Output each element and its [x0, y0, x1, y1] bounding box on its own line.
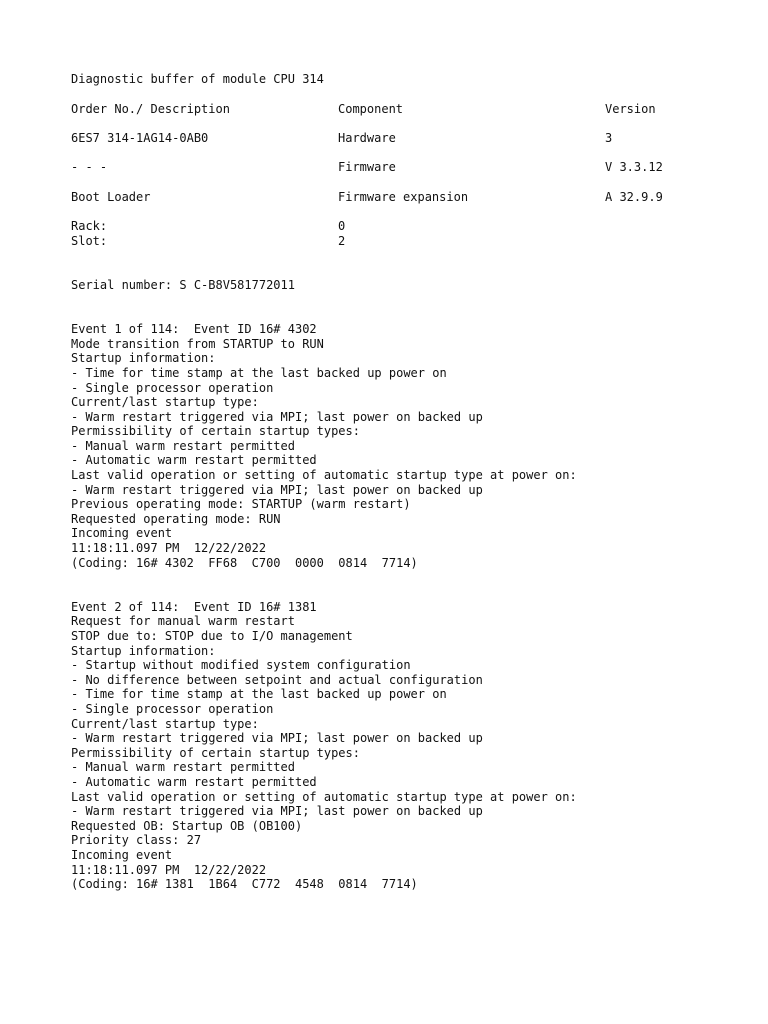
event-line: - Manual warm restart permitted: [71, 760, 295, 775]
module-location: [71, 219, 731, 248]
rack-value: 0: [338, 219, 346, 234]
event-list: [71, 322, 731, 892]
event-line: Startup information:: [71, 643, 216, 658]
slot-label: Slot:: [71, 233, 108, 248]
cell-component: Firmware expansion: [338, 189, 469, 204]
cell-order-no: Boot Loader: [71, 189, 151, 204]
event-line: Startup information:: [71, 351, 216, 366]
event-line: Request for manual warm restart: [71, 614, 295, 629]
cell-order-no: - - -: [71, 160, 108, 175]
event-line: Previous operating mode: STARTUP (warm restart): [71, 497, 411, 512]
event-line: Permissibility of certain startup types:: [71, 424, 360, 439]
event-line: - Warm restart triggered via MPI; last power on backed up: [71, 482, 483, 497]
event-line: Incoming event: [71, 526, 173, 541]
event-line: - Single processor operation: [71, 701, 274, 716]
event-line: Last valid operation or setting of automatic startup type at power on:: [71, 468, 577, 483]
event-entry: [71, 600, 731, 892]
slot-value: 2: [338, 233, 346, 248]
event-line: - Warm restart triggered via MPI; last power on backed up: [71, 804, 483, 819]
event-line: Current/last startup type:: [71, 395, 259, 410]
document-title: Diagnostic buffer of module CPU 314: [71, 72, 324, 86]
event-line: - Single processor operation: [71, 380, 274, 395]
event-line: - Warm restart triggered via MPI; last power on backed up: [71, 731, 483, 746]
cell-version: 3: [605, 130, 613, 145]
event-line: Requested OB: Startup OB (OB100): [71, 818, 303, 833]
module-table-row: [71, 190, 731, 205]
event-line: - No difference between setpoint and actual configuration: [71, 672, 483, 687]
event-line: Last valid operation or setting of automatic startup type at power on:: [71, 789, 577, 804]
event-line: - Startup without modified system configuration: [71, 658, 411, 673]
event-line: STOP due to: STOP due to I/O management: [71, 629, 353, 643]
module-table: [71, 102, 731, 205]
cell-version: V 3.3.12: [605, 160, 663, 175]
event-line: Priority class: 27: [71, 833, 202, 848]
module-table-row: [71, 131, 731, 146]
cell-component: Hardware: [338, 130, 396, 145]
event-line: Permissibility of certain startup types:: [71, 745, 360, 760]
document-page: [71, 72, 731, 892]
event-line: - Time for time stamp at the last backed up power on: [71, 365, 447, 380]
header-component: Component: [338, 101, 404, 116]
header-order-no: Order No./ Description: [71, 101, 230, 116]
slot-row: [71, 234, 731, 249]
event-line: (Coding: 16# 4302 FF68 C700 0000 0814 7714): [71, 555, 418, 570]
cell-component: Firmware: [338, 160, 396, 175]
event-line: Requested operating mode: RUN: [71, 511, 281, 526]
event-header: Event 2 of 114: Event ID 16# 1381: [71, 599, 317, 614]
event-line: 11:18:11.097 PM 12/22/2022: [71, 541, 267, 556]
rack-label: Rack:: [71, 219, 108, 234]
event-line: - Warm restart triggered via MPI; last power on backed up: [71, 409, 483, 424]
event-line: 11:18:11.097 PM 12/22/2022: [71, 862, 267, 877]
event-line: - Time for time stamp at the last backed up power on: [71, 687, 447, 702]
module-table-header: [71, 102, 731, 117]
event-line: (Coding: 16# 1381 1B64 C772 4548 0814 7714): [71, 877, 418, 892]
module-table-row: [71, 160, 731, 175]
event-line: Mode transition from STARTUP to RUN: [71, 336, 324, 351]
cell-order-no: 6ES7 314-1AG14-0AB0: [71, 130, 209, 145]
event-line: Current/last startup type:: [71, 716, 259, 731]
rack-row: [71, 219, 731, 234]
event-line: Incoming event: [71, 847, 173, 862]
header-version: Version: [605, 101, 656, 116]
event-entry: [71, 322, 731, 570]
event-header: Event 1 of 114: Event ID 16# 4302: [71, 322, 317, 337]
event-line: - Manual warm restart permitted: [71, 438, 295, 453]
event-line: - Automatic warm restart permitted: [71, 774, 317, 789]
event-line: - Automatic warm restart permitted: [71, 453, 317, 468]
cell-version: A 32.9.9: [605, 189, 663, 204]
serial-number: Serial number: S C-B8V581772011: [71, 277, 295, 292]
